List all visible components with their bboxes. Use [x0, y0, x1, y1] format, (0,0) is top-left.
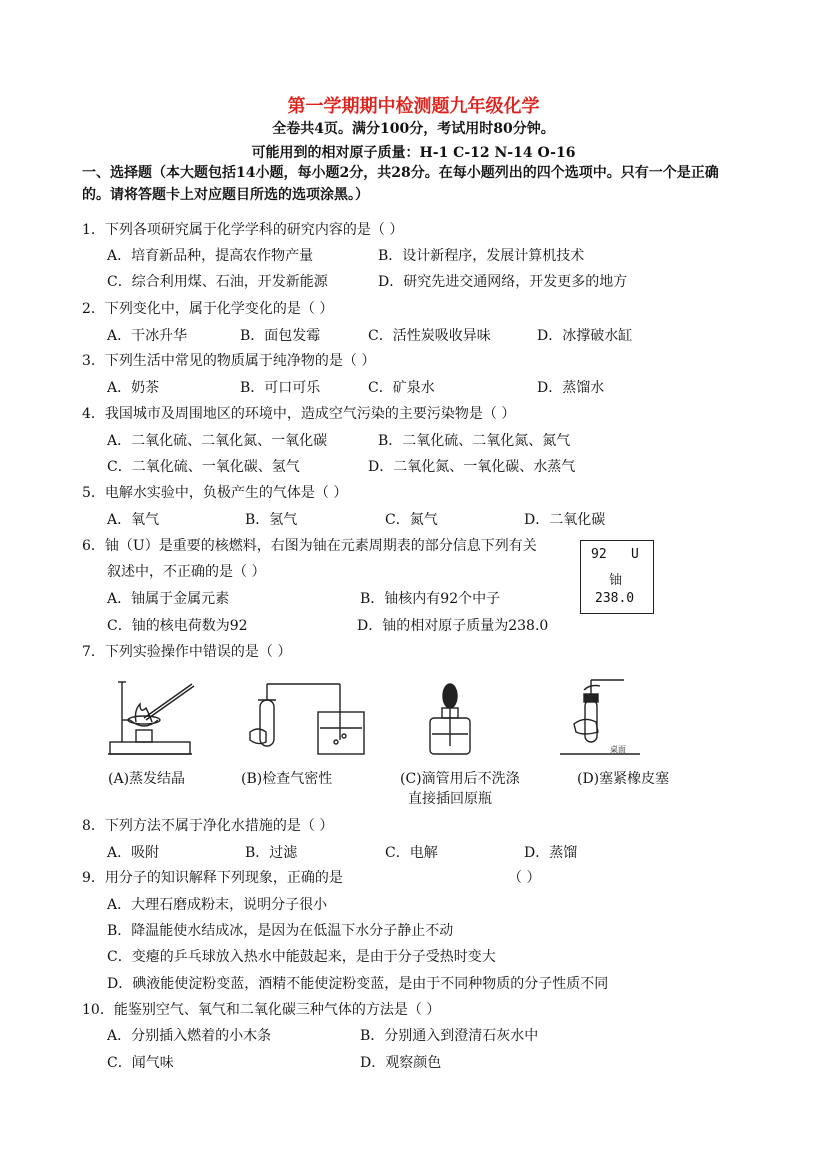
- q10-option-c: C．闻气味: [107, 1055, 174, 1071]
- q8-option-a: A．吸附: [107, 845, 160, 861]
- q6-option-c: C．铀的核电荷数为92: [107, 618, 248, 634]
- page-title: 第一学期期中检测题九年级化学: [287, 96, 540, 117]
- q10-option-d: D．观察颜色: [360, 1055, 442, 1071]
- q9-option-b: B．降温能使水结成冰，是因为在低温下水分子静止不动: [107, 923, 454, 939]
- q3-option-a: A．奶茶: [107, 380, 160, 396]
- airtightness-apparatus: [250, 684, 364, 754]
- q7-option-c-line2: 直接插回原瓶: [408, 791, 492, 807]
- q9-option-a: A．大理石磨成粉末，说明分子很小: [107, 897, 328, 913]
- section-heading-2: 的。请将答题卡上对应题目所选的选项涂黑。）: [82, 187, 369, 203]
- section-heading: 一、选择题（本大题包括14小题，每小题2分，共28分。在每小题列出的四个选项中。只有一个是正确: [82, 165, 719, 181]
- element-name: 铀: [609, 573, 623, 588]
- evaporation-apparatus: [108, 682, 194, 754]
- q3-option-b: B．可口可乐: [240, 380, 321, 396]
- lab-operations-figure: [100, 670, 660, 760]
- question-7: 7．下列实验操作中错误的是（ ）: [82, 644, 292, 660]
- question-6-continued: 叙述中，不正确的是（ ）: [107, 564, 266, 580]
- q3-option-c: C．矿泉水: [368, 380, 435, 396]
- q5-option-d: D．二氧化碳: [524, 512, 606, 528]
- q5-option-a: A．氧气: [107, 512, 160, 528]
- question-6: 6．铀（U）是重要的核燃料，右图为铀在元素周期表的部分信息下列有关: [82, 538, 537, 554]
- q4-option-c: C．二氧化硫、一氧化碳、氢气: [107, 459, 300, 475]
- q2-option-d: D．冰撑破水缸: [537, 328, 633, 344]
- q1-option-a: A．培育新品种，提高农作物产量: [107, 248, 314, 264]
- table-label: 桌面: [610, 745, 626, 754]
- q9-option-d: D．碘液能使淀粉变蓝，酒精不能使淀粉变蓝，是由于不同种物质的分子性质不同: [107, 976, 609, 992]
- q6-option-b: B．铀核内有92个中子: [360, 591, 501, 607]
- exam-info: 全卷共4页。满分100分，考试用时80分钟。: [272, 121, 555, 137]
- q7-option-b: (B)检查气密性: [241, 771, 333, 787]
- question-8: 8．下列方法不属于净化水措施的是（ ）: [82, 818, 334, 834]
- q5-option-b: B．氢气: [245, 512, 298, 528]
- q8-option-b: B．过滤: [245, 845, 298, 861]
- q5-option-c: C．氮气: [385, 512, 438, 528]
- q8-option-c: C．电解: [385, 845, 438, 861]
- q8-option-d: D．蒸馏: [524, 845, 578, 861]
- q10-option-b: B．分别通入到澄清石灰水中: [360, 1028, 539, 1044]
- question-9: 9．用分子的知识解释下列现象，正确的是: [82, 870, 343, 886]
- q4-option-d: D．二氧化氮、一氧化碳、水蒸气: [368, 459, 576, 475]
- q2-option-b: B．面包发霉: [240, 328, 321, 344]
- q7-option-c: (C)滴管用后不洗涤: [400, 771, 520, 787]
- q2-option-a: A．干冰升华: [107, 328, 188, 344]
- q9-option-c: C．变瘪的乒乓球放入热水中能鼓起来，是由于分子受热时变大: [107, 949, 496, 965]
- q3-option-d: D．蒸馏水: [537, 380, 605, 396]
- dropper-bottle: [430, 684, 470, 754]
- q2-option-c: C．活性炭吸收异味: [368, 328, 491, 344]
- element-symbol: U: [631, 547, 639, 562]
- q4-option-a: A．二氧化硫、二氧化氮、一氧化碳: [107, 433, 328, 449]
- q1-option-c: C．综合利用煤、石油，开发新能源: [107, 274, 328, 290]
- q7-option-d: (D)塞紧橡皮塞: [577, 771, 670, 787]
- q1-option-d: D．研究先进交通网络，开发更多的地方: [378, 274, 628, 290]
- question-9-answer-blank: （ ）: [508, 870, 541, 886]
- q6-option-a: A．铀属于金属元素: [107, 591, 230, 607]
- question-10: 10．能鉴别空气、氧气和二氧化碳三种气体的方法是（ ）: [82, 1002, 441, 1018]
- atomic-mass: 238.0: [595, 591, 635, 606]
- question-3: 3．下列生活中常见的物质属于纯净物的是（ ）: [82, 353, 376, 369]
- atomic-masses: 可能用到的相对原子质量：H-1 C-12 N-14 O-16: [251, 145, 576, 161]
- q6-option-d: D．铀的相对原子质量为238.0: [357, 618, 549, 634]
- rubber-stopper-test-tube: [560, 680, 640, 754]
- periodic-table-cell: [580, 540, 654, 614]
- atomic-number: 92: [591, 547, 607, 562]
- question-4: 4．我国城市及周围地区的环境中，造成空气污染的主要污染物是（ ）: [82, 406, 516, 422]
- question-5: 5．电解水实验中，负极产生的气体是（ ）: [82, 485, 348, 501]
- question-2: 2．下列变化中，属于化学变化的是（ ）: [82, 301, 334, 317]
- q4-option-b: B．二氧化硫、二氧化氮、氮气: [378, 433, 571, 449]
- q1-option-b: B．设计新程序，发展计算机技术: [378, 248, 585, 264]
- q10-option-a: A．分别插入燃着的小木条: [107, 1028, 272, 1044]
- question-1: 1．下列各项研究属于化学学科的研究内容的是（ ）: [82, 222, 404, 238]
- q7-option-a: (A)蒸发结晶: [108, 771, 186, 787]
